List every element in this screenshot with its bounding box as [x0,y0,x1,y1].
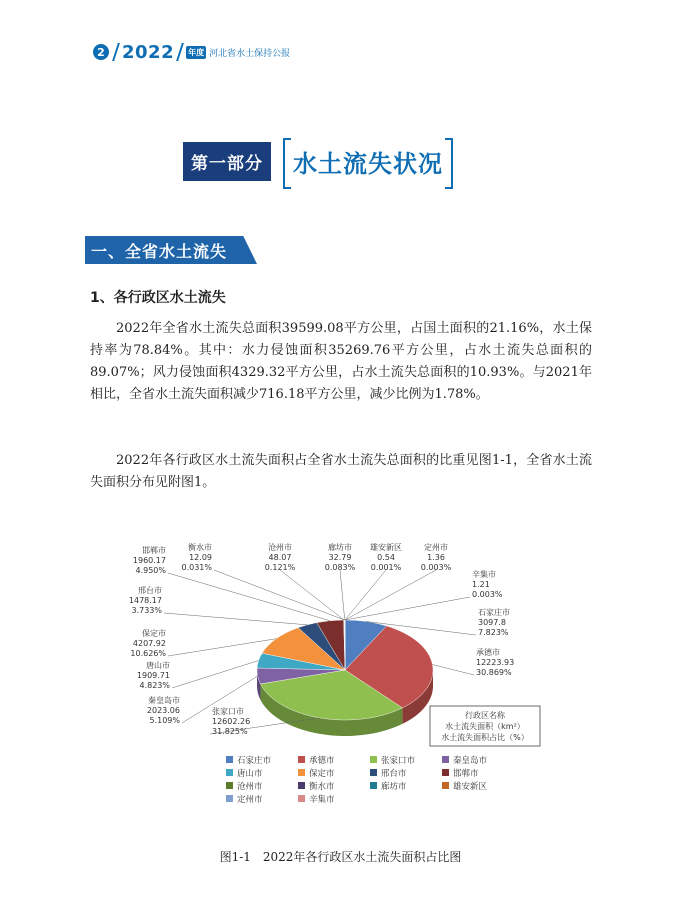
slice-value-label: 0.54 [377,553,395,562]
slice-percent-label: 4.950% [135,566,166,575]
header-divider [176,43,184,61]
part-title: 水土流失状况 [283,140,453,183]
slice-percent-label: 0.003% [472,590,503,599]
slice-percent-label: 30.869% [476,668,512,677]
callout-label [181,542,212,572]
legend-label: 秦皇岛市 [453,756,488,766]
callout-line [164,613,307,625]
legend-swatch [370,756,377,763]
header-report-title: 河北省水土保持公报 [209,48,291,59]
slice-value-label: 1909.71 [136,671,170,680]
unit-note-box [430,706,540,746]
chart-legend [226,755,488,805]
slice-name-label: 衡水市 [188,543,212,552]
subsection-title: 1、各行政区水土流失 [90,290,226,306]
legend-label: 辛集市 [309,795,335,805]
callout-label [325,542,356,572]
figure-caption: 图1-1 2022年各行政区水土流失面积占比图 [219,850,462,864]
legend-item [370,768,407,779]
callout-label [147,695,180,725]
slice-name-label: 张家口市 [212,707,244,716]
header-tag: 年度 [188,47,205,57]
slice-percent-label: 0.083% [324,563,356,572]
callout-label [370,542,402,572]
legend-swatch [370,769,377,776]
callout-line [345,570,386,620]
paragraph-figure-ref: 2022年各行政区水土流失面积占全省水土流失总面积的比重见图1-1，全省水土流失面积分布见附图1。 [90,453,592,490]
callout-line [280,570,344,620]
slice-percent-label: 31.825% [212,727,248,736]
slice-percent-label: 4.823% [139,681,170,690]
slice-name-label: 沧州市 [268,543,292,552]
legend-label: 沧州市 [237,782,263,792]
section-title: 一、全省水土流失 [91,241,228,261]
slice-percent-label: 0.121% [264,563,296,572]
slice-percent-label: 3.733% [131,606,162,615]
callout-line [168,639,276,656]
legend-swatch [442,769,449,776]
header-divider [112,43,120,61]
slice-percent-label: 0.003% [420,563,452,572]
callout-label [472,569,503,599]
legend-label: 邢台市 [381,769,407,779]
legend-item [298,794,335,805]
callout-line [168,573,330,621]
callout-line [340,570,345,620]
legend-item [298,781,335,792]
pie-tops [257,620,433,720]
legend-swatch [298,756,305,763]
callout-label [130,628,166,658]
slice-name-label: 唐山市 [146,661,170,670]
legend-item [442,781,488,792]
slice-value-label: 1.36 [427,553,445,562]
legend-item [298,755,335,766]
legend-label: 邯郸市 [453,769,479,779]
callout-line [214,570,344,620]
slice-value-label: 2023.06 [146,706,180,715]
slice-name-label: 秦皇岛市 [148,696,180,705]
slice-value-label: 32.79 [328,553,352,562]
slice-name-label: 廊坊市 [328,543,352,552]
legend-item [370,781,407,792]
callout-line [345,570,436,620]
slice-percent-label: 7.823% [478,628,509,637]
legend-label: 保定市 [309,769,335,779]
legend-swatch [226,782,233,789]
slice-percent-label: 0.031% [181,563,212,572]
callout-line [172,661,259,688]
legend-label: 承德市 [309,756,335,766]
section-heading [85,236,257,264]
callout-label [265,542,296,572]
legend-item [370,755,416,766]
slice-percent-label: 0.001% [370,563,402,572]
legend-label: 定州市 [237,795,263,805]
callout-line [432,665,474,675]
slice-name-label: 定州市 [424,543,448,552]
part-label: 第一部分 [183,142,271,181]
page-number: 2 [93,44,109,60]
part-heading [183,138,453,184]
legend-label: 石家庄市 [237,756,272,766]
slice-name-label: 承德市 [476,648,500,657]
legend-label: 张家口市 [381,756,416,766]
unit-note-line: 水土流失面积（km²） [445,722,525,731]
slice-value-label: 12.09 [189,553,212,562]
slice-value-label: 1.21 [472,580,490,589]
callout-label [133,545,166,575]
slice-value-label: 1478.17 [128,596,162,605]
legend-swatch [298,769,305,776]
pie-chart [0,520,681,830]
callout-label [129,585,162,615]
legend-item [442,755,488,766]
legend-item [226,794,263,805]
slice-name-label: 辛集市 [472,570,496,579]
legend-item [298,768,335,779]
slice-name-label: 保定市 [142,629,166,638]
legend-label: 唐山市 [237,769,263,779]
legend-item [226,781,263,792]
legend-item [226,768,263,779]
slice-name-label: 雄安新区 [370,543,402,552]
header-year: 2022 [122,41,175,63]
legend-swatch [226,769,233,776]
callout-line [345,597,470,620]
slice-value-label: 12223.93 [476,658,515,667]
slice-percent-label: 5.109% [149,716,180,725]
slice-name-label: 邢台市 [138,586,162,595]
legend-swatch [442,782,449,789]
unit-note-line: 水土流失面积占比（%） [441,733,529,742]
callout-label [421,542,452,572]
legend-swatch [298,795,305,802]
slice-value-label: 3097.8 [478,618,506,627]
callout-label [478,607,510,637]
legend-label: 廊坊市 [381,782,407,792]
unit-note-line: 行政区名称 [465,711,505,720]
slice-value-label: 48.07 [268,553,292,562]
legend-swatch [298,782,305,789]
legend-swatch [442,756,449,763]
paragraph-summary: 2022年全省水土流失总面积39599.08平方公里，占国土面积的21.16%，水土保持率为78.84%。其中：水力侵蚀面积35269.76平方公里，占水土流失总面积的89.07%；风力侵蚀面积4329.32平方公里，占水土流失总面积的10.93%。与2021年相比，全省水土流失面积减少716.18平方公里，减少比例为1.78%。 [90,321,592,402]
callout-label [476,647,514,677]
slice-value-label: 4207.92 [132,639,166,648]
legend-swatch [370,782,377,789]
slice-name-label: 石家庄市 [478,608,510,617]
legend-label: 衡水市 [309,782,335,792]
callout-label [212,706,250,736]
legend-label: 雄安新区 [453,782,488,792]
legend-item [442,768,479,779]
slice-percent-label: 10.626% [130,649,166,658]
legend-item [226,755,272,766]
running-header [93,41,290,63]
legend-swatch [226,795,233,802]
legend-swatch [226,756,233,763]
slice-name-label: 邯郸市 [142,546,166,555]
slice-value-label: 12602.26 [212,717,251,726]
callout-label [137,660,170,690]
slice-value-label: 1960.17 [132,556,166,565]
